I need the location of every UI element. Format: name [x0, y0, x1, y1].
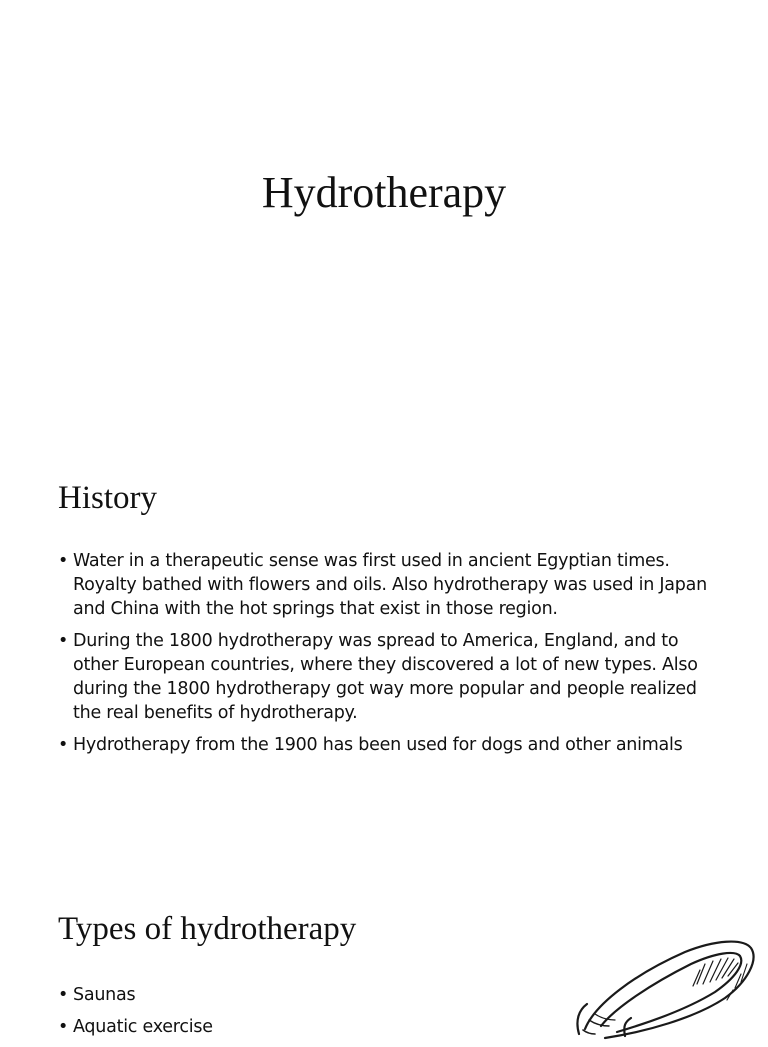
- history-heading: History: [58, 480, 157, 516]
- bathtub-sketch-icon: [565, 934, 765, 1034]
- bullet-icon: •: [58, 551, 69, 571]
- bullet-text: Water in a therapeutic sense was first used in ancient Egyptian times. Royalty bathed with flowers and oils. Also hydrotherapy was used in Japan and China with the hot springs that exist in those region.: [73, 551, 707, 619]
- bullet-icon: •: [58, 985, 69, 1005]
- bullet-text: Saunas: [73, 985, 136, 1005]
- history-bullet-list: [58, 549, 718, 765]
- bullet-icon: •: [58, 1017, 69, 1037]
- list-item: [58, 549, 718, 621]
- bullet-icon: •: [58, 631, 69, 651]
- bullet-text: Hydrotherapy from the 1900 has been used for dogs and other animals: [73, 735, 683, 755]
- list-item: [58, 629, 718, 725]
- bullet-text: Aquatic exercise: [73, 1017, 213, 1037]
- bullet-text: During the 1800 hydrotherapy was spread to America, England, and to other European countries, where they discovered a lot of new types. Also during the 1800 hydrotherapy got way more popular and people realized the real benefits of hydrotherapy.: [73, 631, 698, 723]
- bullet-icon: •: [58, 735, 69, 755]
- presentation-title: Hydrotherapy: [261, 168, 507, 217]
- title-slide: [0, 0, 768, 432]
- list-item: [58, 733, 718, 757]
- types-slide: [0, 864, 768, 1037]
- types-heading: Types of hydrotherapy: [58, 911, 357, 947]
- history-slide: [0, 432, 768, 864]
